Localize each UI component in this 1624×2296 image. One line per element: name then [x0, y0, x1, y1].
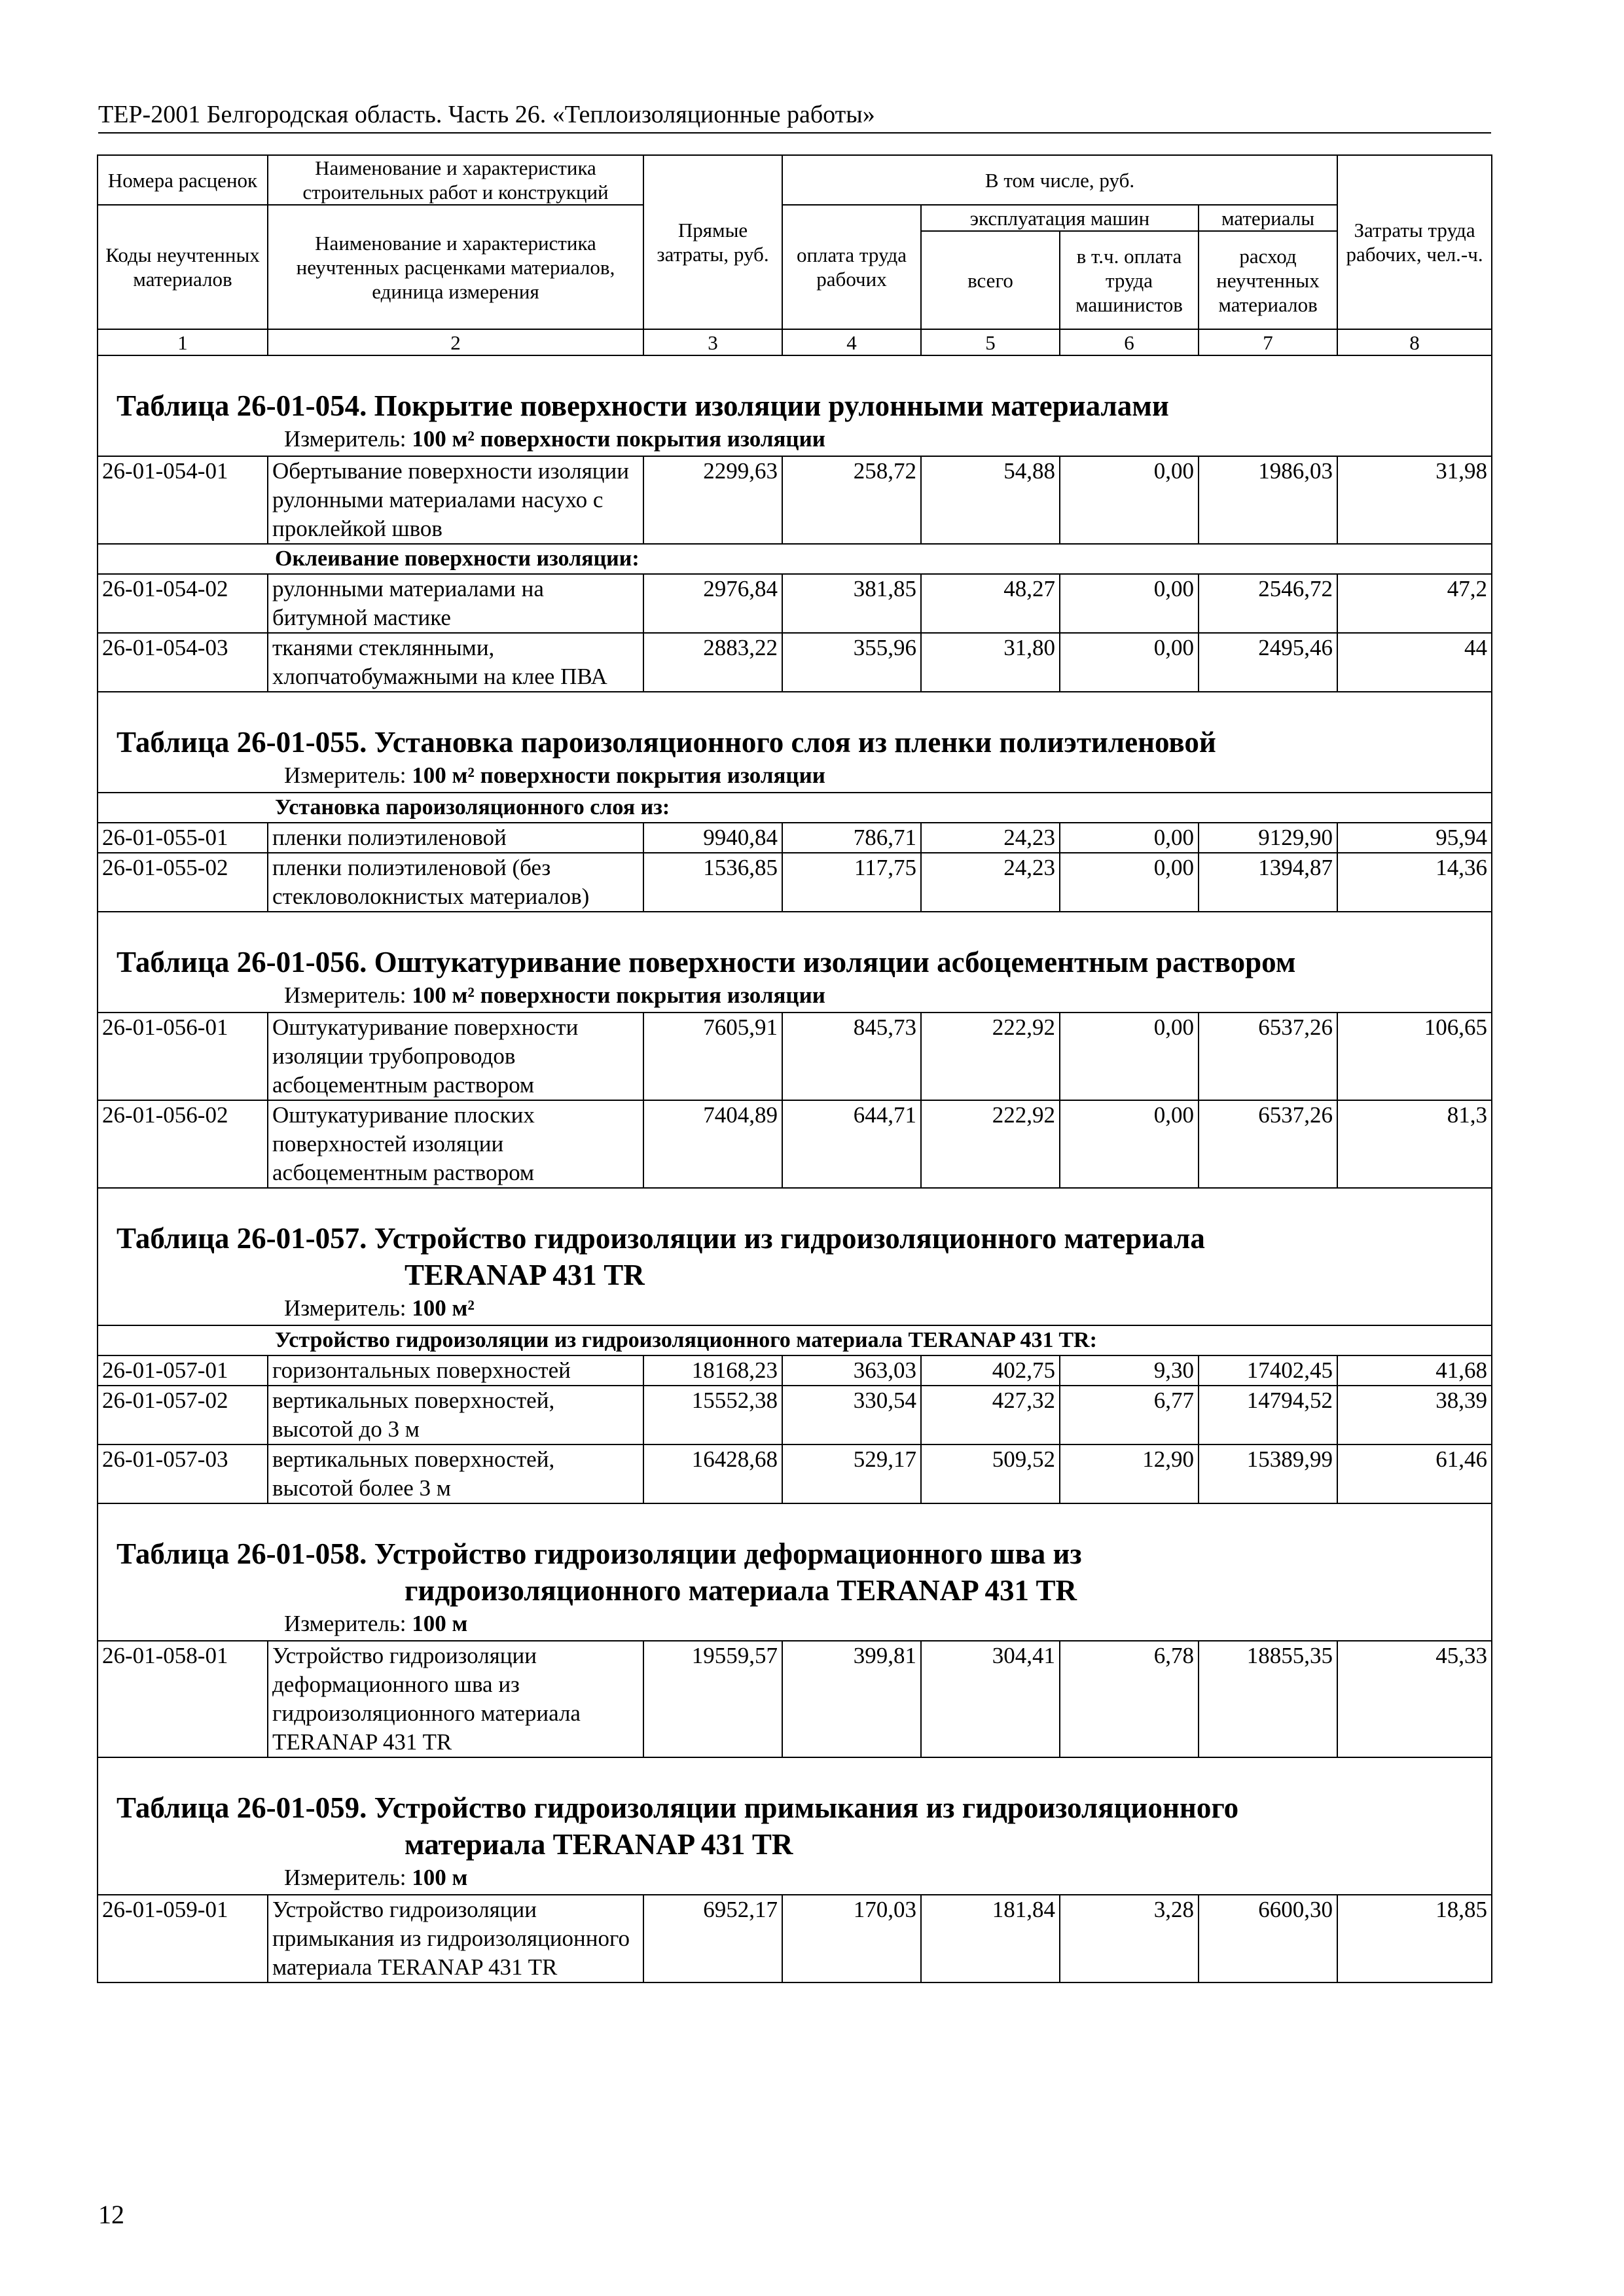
- col6-machinists: в т.ч. оплата труда машинистов: [1060, 231, 1199, 329]
- section-title: Таблица 26-01-059. Устройство гидроизоляции примыкания из гидроизоляционного материала TERANAP 431 TR: [117, 1791, 1239, 1861]
- col-num-8: 8: [1337, 329, 1492, 355]
- rates-table: [97, 154, 1492, 1983]
- col8-labor: Затраты труда рабочих, чел.-ч.: [1337, 155, 1492, 329]
- col3-direct-costs: Прямые затраты, руб.: [643, 155, 782, 329]
- measure-line: Измеритель: 100 м² поверхности покрытия изоляции: [284, 982, 825, 1008]
- col-num-7: 7: [1199, 329, 1337, 355]
- section-059-heading: [98, 1757, 1492, 1895]
- col2-bottom: Наименование и характеристика неучтенных расценками материалов, единица измерения: [268, 205, 643, 329]
- table-row: 26-01-054-01 Обертывание поверхности изоляции рулонными материалами насухо с проклейкой швов 2299,63 258,72 54,88 0,00 1986,03 31,98: [98, 456, 1492, 544]
- col-num-1: 1: [98, 329, 268, 355]
- table-row: 26-01-058-01 Устройство гидроизоляции деформационного шва из гидроизоляционного материала TERANAP 431 TR 19559,57 399,81 304,41 6,78 18855,35 45,33: [98, 1641, 1492, 1757]
- col-num-4: 4: [782, 329, 921, 355]
- col5-total: всего: [921, 231, 1060, 329]
- section-057-heading: [98, 1188, 1492, 1325]
- table-row: 26-01-056-02 Оштукатуривание плоских поверхностей изоляции асбоцементным раствором 7404,89 644,71 222,92 0,00 6537,26 81,3: [98, 1100, 1492, 1188]
- col-num-2: 2: [268, 329, 643, 355]
- page-number: 12: [98, 2200, 124, 2229]
- col1-bottom: Коды неучтенных материалов: [98, 205, 268, 329]
- measure-line: Измеритель: 100 м: [284, 1865, 468, 1890]
- subheader-row: Устройство гидроизоляции из гидроизоляционного материала TERANAP 431 TR:: [98, 1325, 1492, 1355]
- col7-materials: расход неучтенных материалов: [1199, 231, 1337, 329]
- section-055-heading: [98, 692, 1492, 793]
- measure-line: Измеритель: 100 м²: [284, 1295, 475, 1321]
- section-058-heading: [98, 1503, 1492, 1641]
- col-num-3: 3: [643, 329, 782, 355]
- measure-line: Измеритель: 100 м² поверхности покрытия изоляции: [284, 762, 825, 788]
- section-title: Таблица 26-01-056. Оштукатуривание поверхности изоляции асбоцементным раствором: [117, 946, 1296, 978]
- table-row: 26-01-054-03 тканями стеклянными, хлопчатобумажными на клее ПВА 2883,22 355,96 31,80 0,00 2495,46 44: [98, 633, 1492, 692]
- col-group-materials: материалы: [1199, 205, 1337, 231]
- table-row: 26-01-055-02 пленки полиэтиленовой (без стекловолокнистых материалов) 1536,85 117,75 24,23 0,00 1394,87 14,36: [98, 853, 1492, 912]
- col-num-6: 6: [1060, 329, 1199, 355]
- table-row: 26-01-056-01 Оштукатуривание поверхности изоляции трубопроводов асбоцементным раствором 7605,91 845,73 222,92 0,00 6537,26 106,65: [98, 1013, 1492, 1100]
- section-title: Таблица 26-01-058. Устройство гидроизоляции деформационного шва из гидроизоляционного материала TERANAP 431 TR: [117, 1537, 1082, 1607]
- col4-wages: оплата труда рабочих: [782, 205, 921, 329]
- running-header: ТЕР-2001 Белгородская область. Часть 26. «Теплоизоляционные работы»: [98, 98, 1491, 134]
- subheader-row: Оклеивание поверхности изоляции:: [98, 544, 1492, 574]
- table-row: 26-01-057-02 вертикальных поверхностей, высотой до 3 м 15552,38 330,54 427,32 6,77 14794,52 38,39: [98, 1386, 1492, 1444]
- col1-top: Номера расценок: [98, 155, 268, 205]
- measure-line: Измеритель: 100 м: [284, 1611, 468, 1636]
- section-title: Таблица 26-01-055. Установка пароизоляционного слоя из пленки полиэтиленовой: [117, 726, 1216, 759]
- section-title: Таблица 26-01-054. Покрытие поверхности изоляции рулонными материалами: [117, 389, 1169, 422]
- col-group-machines: эксплуатация машин: [921, 205, 1199, 231]
- table-row: 26-01-054-02 рулонными материалами на битумной мастике 2976,84 381,85 48,27 0,00 2546,72 47,2: [98, 574, 1492, 633]
- section-054-heading: [98, 355, 1492, 456]
- table-row: 26-01-059-01 Устройство гидроизоляции примыкания из гидроизоляционного материала TERANAP 431 TR 6952,17 170,03 181,84 3,28 6600,30 18,85: [98, 1895, 1492, 1982]
- col-group-including: В том числе, руб.: [782, 155, 1337, 205]
- section-title: Таблица 26-01-057. Устройство гидроизоляции из гидроизоляционного материала TERANAP 431 TR: [117, 1222, 1205, 1291]
- table-row: 26-01-057-03 вертикальных поверхностей, высотой более 3 м 16428,68 529,17 509,52 12,90 15389,99 61,46: [98, 1444, 1492, 1503]
- col2-top: Наименование и характеристика строительных работ и конструкций: [268, 155, 643, 205]
- table-header: [98, 155, 1492, 355]
- col-num-5: 5: [921, 329, 1060, 355]
- section-056-heading: [98, 912, 1492, 1013]
- table-row: 26-01-057-01 горизонтальных поверхностей 18168,23 363,03 402,75 9,30 17402,45 41,68: [98, 1355, 1492, 1386]
- measure-line: Измеритель: 100 м² поверхности покрытия изоляции: [284, 426, 825, 452]
- table-row: 26-01-055-01 пленки полиэтиленовой 9940,84 786,71 24,23 0,00 9129,90 95,94: [98, 823, 1492, 853]
- subheader-row: Установка пароизоляционного слоя из:: [98, 793, 1492, 823]
